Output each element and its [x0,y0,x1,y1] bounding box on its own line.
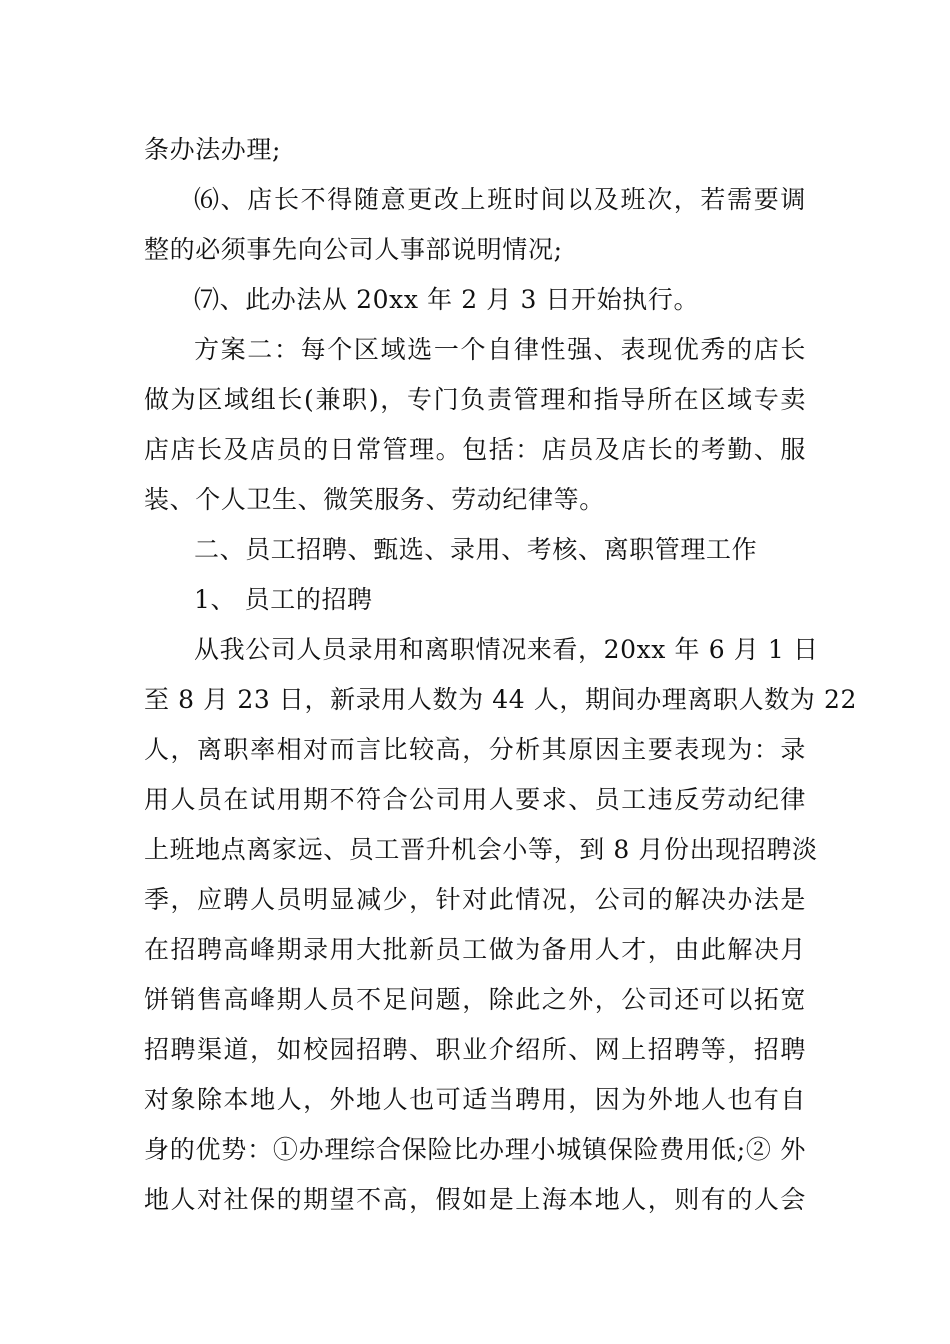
text-line: 至 8 月 23 日，新录用人数为 44 人，期间办理离职人数为 22 [144,685,857,714]
text-line: 地人对社保的期望不高，假如是上海本地人，则有的人会 [144,1185,806,1214]
text-line: 人，离职率相对而言比较高，分析其原因主要表现为：录 [144,735,806,764]
text-line: 店店长及店员的日常管理。包括：店员及店长的考勤、服 [144,435,806,464]
subsection-heading: 1、 员工的招聘 [194,585,373,614]
text-line: 方案二：每个区域选一个自律性强、表现优秀的店长 [194,335,806,364]
text-line: ⑹、店长不得随意更改上班时间以及班次，若需要调 [194,185,806,214]
text-line: 装、个人卫生、微笑服务、劳动纪律等。 [144,485,605,514]
text-line: 做为区域组长(兼职)，专门负责管理和指导所在区域专卖 [144,385,806,414]
text-line: 上班地点离家远、员工晋升机会小等，到 8 月份出现招聘淡 [144,835,818,864]
text-line: 条办法办理; [144,135,282,164]
text-line: 用人员在试用期不符合公司用人要求、员工违反劳动纪律 [144,785,806,814]
text-line: 在招聘高峰期录用大批新员工做为备用人才，由此解决月 [144,935,806,964]
text-line: ⑺、此办法从 20xx 年 2 月 3 日开始执行。 [194,285,700,314]
section-heading: 二、员工招聘、甄选、录用、考核、离职管理工作 [194,535,758,564]
text-line: 饼销售高峰期人员不足问题，除此之外，公司还可以拓宽 [144,985,806,1014]
text-line: 整的必须事先向公司人事部说明情况; [144,235,563,264]
text-line: 季，应聘人员明显减少，针对此情况，公司的解决办法是 [144,885,806,914]
text-line: 身的优势：①办理综合保险比办理小城镇保险费用低;② 外 [144,1135,806,1164]
text-line: 招聘渠道，如校园招聘、职业介绍所、网上招聘等，招聘 [144,1035,806,1064]
text-line: 对象除本地人，外地人也可适当聘用，因为外地人也有自 [144,1085,806,1114]
text-line: 从我公司人员录用和离职情况来看，20xx 年 6 月 1 日 [194,635,819,664]
